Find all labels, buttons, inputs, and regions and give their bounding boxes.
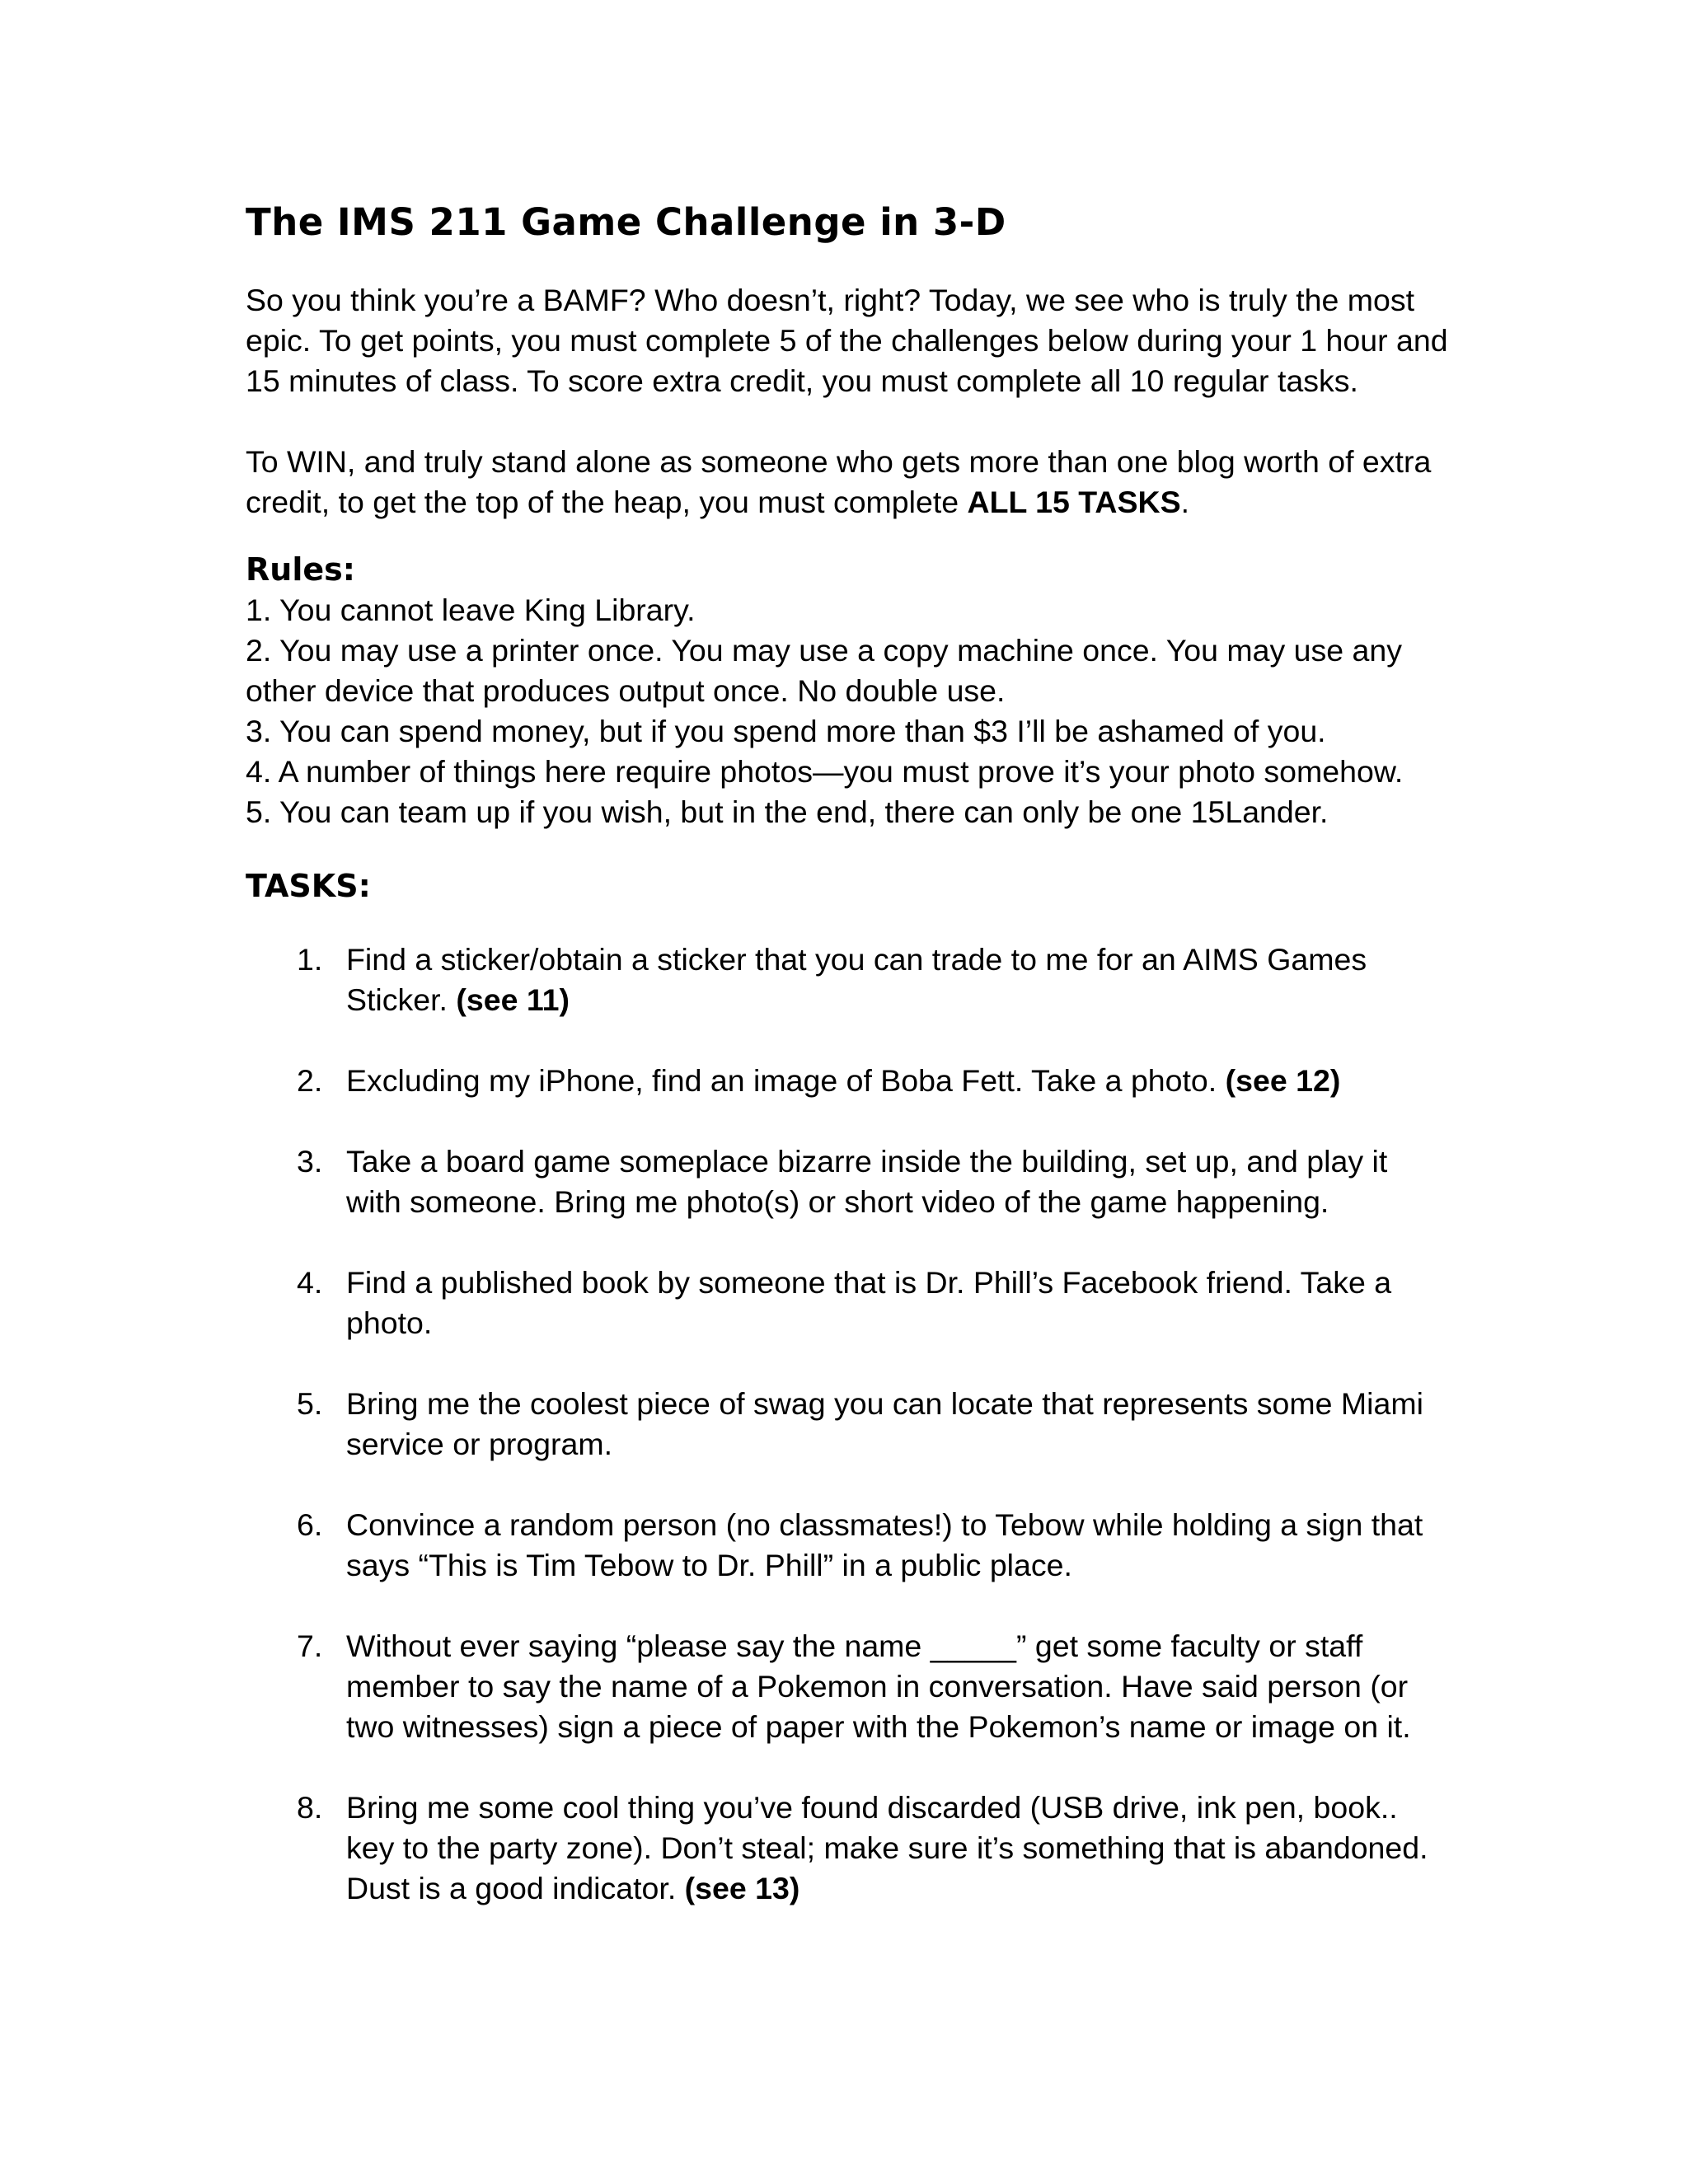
rule-item: 4. A number of things here require photos—you must prove it’s your photo somehow. [246,754,1404,789]
rule-item: 2. You may use a printer once. You may use a copy machine once. You may use any other device that produces output once. No double use. [246,633,1403,708]
task-text: Bring me some cool thing you’ve found discarded (USB drive, ink pen, book.. key to the party zone). Don’t steal; make sure it’s something that is abandoned. Dust is a good indicator. [346,1790,1428,1905]
task-number: 6. [297,1507,323,1542]
tasks-heading: TASKS: [246,868,371,904]
task-item [246,1788,1449,1909]
task-text: Without ever saying “please say the name _____” get some faculty or staff member to say the name of a Pokemon in conversation. Have said person (or two witnesses) sign a piece of paper with the Pokemon’s name or image on it. [346,1629,1411,1744]
task-reference: (see 13) [684,1871,800,1905]
task-item [246,940,1449,1020]
rules-heading: Rules: [246,551,355,588]
task-number: 5. [297,1386,323,1421]
task-item [246,1384,1449,1465]
task-number: 7. [297,1629,323,1663]
win-end: . [1180,485,1190,519]
task-reference: (see 12) [1225,1063,1341,1098]
task-number: 3. [297,1144,323,1179]
rules-list [246,590,1449,832]
task-text: Convince a random person (no classmates!) to Tebow while holding a sign that says “This is Tim Tebow to Dr. Phill” in a public place. [346,1507,1423,1582]
win-emphasis: ALL 15 TASKS [967,485,1181,519]
task-text: Bring me the coolest piece of swag you can locate that represents some Miami service or program. [346,1386,1423,1461]
task-item [246,1061,1449,1101]
task-text: Find a sticker/obtain a sticker that you can trade to me for an AIMS Games Sticker. [346,942,1367,1017]
task-number: 2. [297,1063,323,1098]
rule-item: 5. You can team up if you wish, but in the end, there can only be one 15Lander. [246,794,1329,829]
win-text: To WIN, and truly stand alone as someone who gets more than one blog worth of extra credit, to get the top of the heap, you must complete [246,444,1432,519]
task-item [246,1141,1449,1222]
task-item [246,1505,1449,1586]
task-item [246,1263,1449,1343]
task-number: 1. [297,942,323,977]
document-title: The IMS 211 Game Challenge in 3-D [246,200,1006,244]
rule-item: 3. You can spend money, but if you spend more than $3 I’ll be ashamed of you. [246,714,1326,748]
task-number: 4. [297,1265,323,1300]
document-page [246,198,1449,1949]
win-paragraph [246,442,1449,523]
task-item [246,1626,1449,1747]
rule-item: 1. You cannot leave King Library. [246,593,696,627]
task-text: Take a board game someplace bizarre inside the building, set up, and play it with someone. Bring me photo(s) or short video of the game happening. [346,1144,1388,1219]
tasks-list [246,940,1449,1909]
intro-paragraph: So you think you’re a BAMF? Who doesn’t, right? Today, we see who is truly the most epic. To get points, you must complete 5 of the challenges below during your 1 hour and 15 minutes of class. To score extra credit, you must complete all 10 regular tasks. [246,283,1448,398]
task-reference: (see 11) [456,982,570,1017]
task-text: Excluding my iPhone, find an image of Boba Fett. Take a photo. [346,1063,1226,1098]
task-number: 8. [297,1790,323,1825]
task-text: Find a published book by someone that is Dr. Phill’s Facebook friend. Take a photo. [346,1265,1392,1340]
